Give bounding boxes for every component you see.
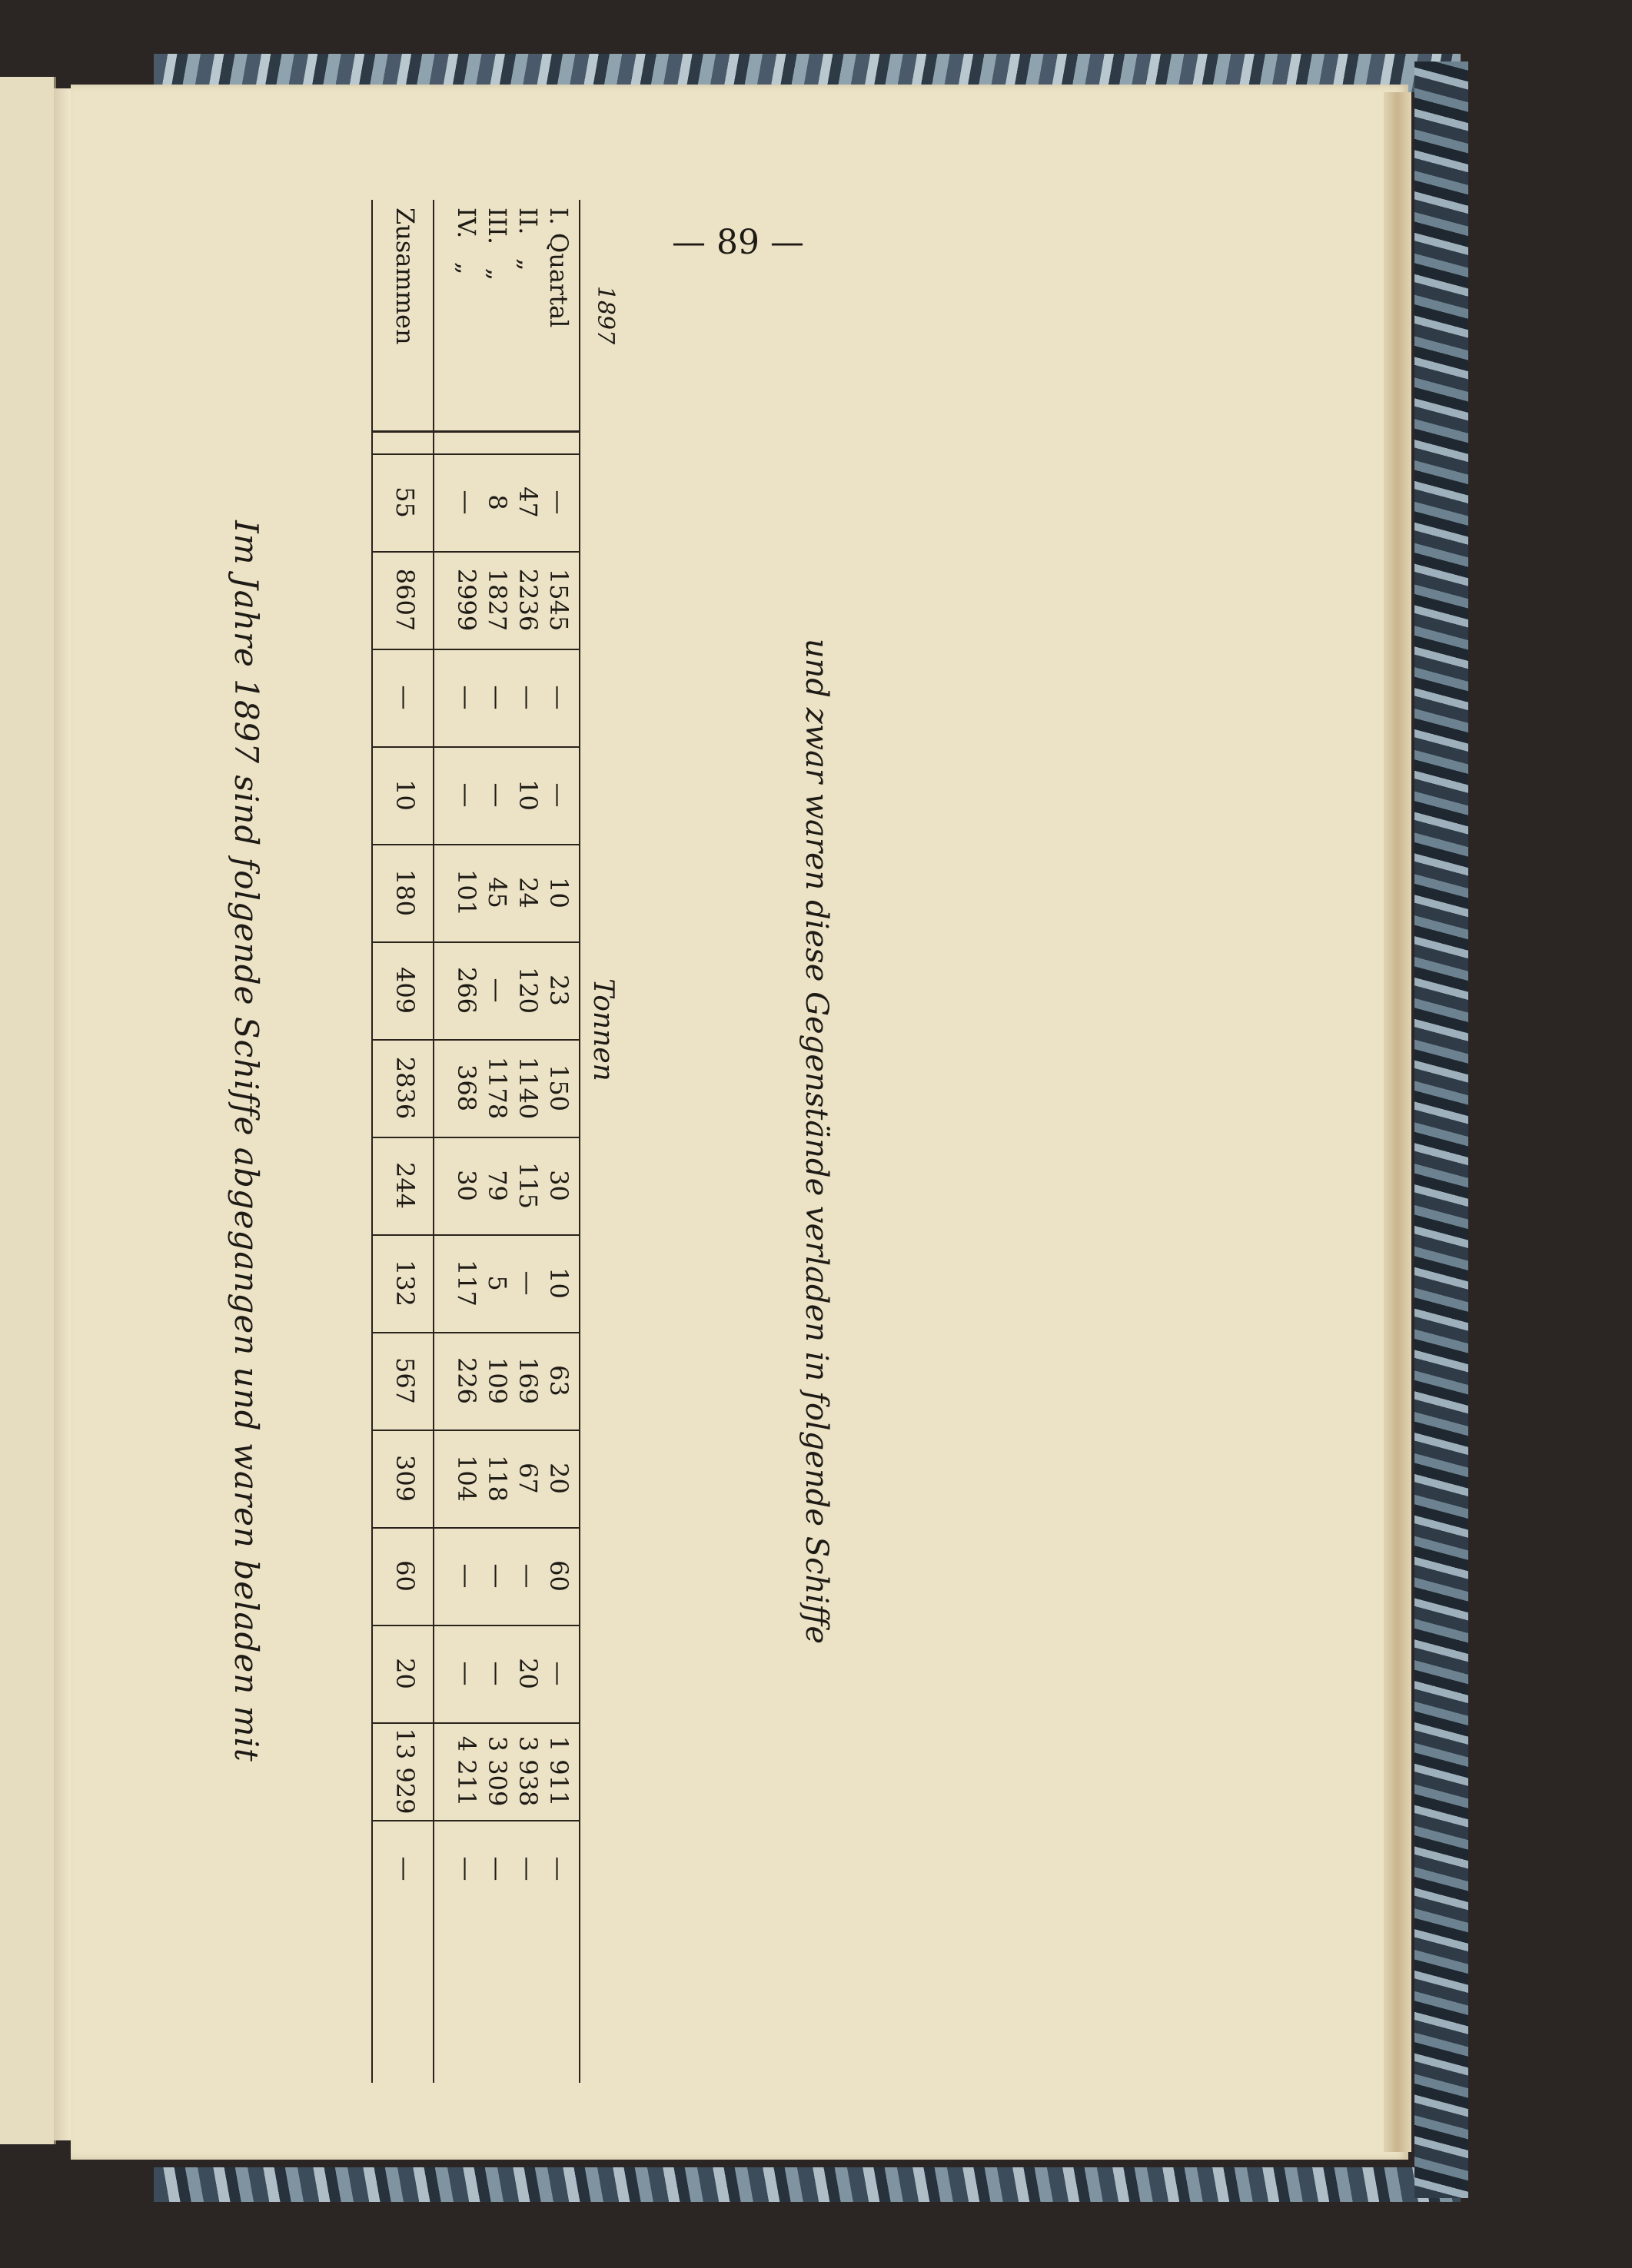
total-cell: 309 [391, 1454, 420, 1503]
total-cell: 244 [391, 1161, 420, 1210]
table-cell: — [483, 782, 512, 808]
table-cell: — [452, 782, 481, 808]
table-cell: 8 [483, 494, 512, 510]
table-cell: 150 [544, 1064, 573, 1112]
table-cell: — [544, 490, 573, 515]
rule [373, 1625, 580, 1626]
table-cell: — [452, 1661, 481, 1686]
table-cell: 79 [483, 1170, 512, 1201]
table-cell: 2999 [452, 568, 481, 632]
rule [373, 1332, 580, 1333]
rule [373, 1234, 580, 1236]
table-cell: 226 [452, 1356, 481, 1405]
table-cell: — [452, 1563, 481, 1589]
table-cell: — [514, 1270, 543, 1296]
table-cell: — [483, 685, 512, 710]
table-cell: 63 [544, 1365, 573, 1396]
table-cell: 23 [544, 975, 573, 1006]
total-cell: — [391, 1856, 420, 1881]
rule [373, 844, 580, 845]
table-cell: 1 911 [544, 1735, 573, 1807]
table-cell: 1178 [483, 1056, 512, 1120]
rule [373, 1722, 580, 1724]
table-cell: 115 [514, 1161, 543, 1210]
total-cell: 20 [391, 1658, 420, 1689]
table-cell: — [483, 978, 512, 1003]
table-cell: 104 [452, 1454, 481, 1503]
table-cell: 30 [544, 1170, 573, 1201]
table-cell: 3 309 [483, 1735, 512, 1807]
page-number: — 89 — [672, 223, 804, 262]
row-label: II. „ [514, 208, 543, 271]
rule [373, 551, 580, 553]
table-cell: 67 [514, 1463, 543, 1494]
table-cell: 30 [452, 1170, 481, 1201]
table-cell: 60 [544, 1560, 573, 1592]
table-cell: 4 211 [452, 1735, 481, 1807]
rule [373, 1430, 580, 1431]
table-cell: — [514, 685, 543, 710]
left-page-edge [0, 77, 56, 2144]
total-cell: 567 [391, 1356, 420, 1405]
table-cell: 10 [544, 877, 573, 908]
table-cell: 169 [514, 1356, 543, 1405]
table-cell: 20 [544, 1463, 573, 1494]
table-cell: 1545 [544, 568, 573, 632]
total-cell: 60 [391, 1560, 420, 1592]
marbled-edge-bottom [154, 2167, 1461, 2202]
table-cell: 368 [452, 1064, 481, 1112]
table-cell: 45 [483, 877, 512, 908]
table-cell: 1140 [514, 1056, 543, 1120]
table-cell: — [514, 1563, 543, 1589]
table-cell: 24 [514, 877, 543, 908]
total-cell: 10 [391, 779, 420, 811]
table-cell: — [483, 1661, 512, 1686]
total-cell: 13 929 [391, 1728, 420, 1815]
rule [373, 1527, 580, 1529]
table-cell: 1827 [483, 568, 512, 632]
rule [433, 200, 434, 2083]
rule [373, 746, 580, 748]
table-cell: — [544, 1661, 573, 1686]
rotated-table-content [219, 200, 1418, 2083]
row-label: III. „ [483, 208, 512, 281]
heading-ships: und zwar waren diese Gegenstände verladen in folgende Schiffe [799, 638, 834, 1645]
total-cell: 2836 [391, 1056, 420, 1120]
table-cell: — [483, 1856, 512, 1881]
total-cell: 8607 [391, 568, 420, 632]
total-cell: 55 [391, 486, 420, 518]
table-cell: 109 [483, 1356, 512, 1405]
total-cell: 132 [391, 1259, 420, 1307]
table-cell: — [452, 490, 481, 515]
marbled-edge-right [1414, 61, 1468, 2198]
table-cell: 101 [452, 868, 481, 917]
table-cell: — [544, 782, 573, 808]
rule [579, 200, 580, 2083]
rule [373, 941, 580, 943]
left-page-gutter [54, 88, 71, 2140]
table-cell: — [483, 1563, 512, 1589]
table-cell: 20 [514, 1658, 543, 1689]
table-cell: 118 [483, 1454, 512, 1503]
rule [373, 430, 580, 433]
table-cell: 47 [514, 486, 543, 518]
rule [373, 649, 580, 650]
table-cell: 5 [483, 1275, 512, 1291]
table-cell: — [544, 685, 573, 710]
rule [373, 1039, 580, 1041]
table-cell: 120 [514, 966, 543, 1014]
table-cell: — [544, 1856, 573, 1881]
table-cell: — [514, 1856, 543, 1881]
table-cell: 117 [452, 1259, 481, 1307]
table-cell: 10 [544, 1267, 573, 1299]
rule [373, 1137, 580, 1138]
year-label: 1897 [592, 285, 619, 345]
row-label: I. Quartal [544, 208, 573, 328]
table-cell: — [452, 685, 481, 710]
rule [371, 200, 373, 2083]
total-label: Zusammen [391, 208, 420, 345]
table-cell: 266 [452, 966, 481, 1014]
table-cell: 10 [514, 779, 543, 811]
total-cell: — [391, 685, 420, 710]
rule [373, 1820, 580, 1821]
unit-tonnen: Tonnen [587, 978, 619, 1081]
row-label: IV. „ [452, 208, 481, 275]
table-cell: 2236 [514, 568, 543, 632]
table-cell: — [452, 1856, 481, 1881]
total-cell: 409 [391, 966, 420, 1014]
table-cell: 3 938 [514, 1735, 543, 1807]
total-cell: 180 [391, 868, 420, 917]
rule [373, 453, 580, 455]
heading-departures: Im Jahre 1897 sind folgende Schiffe abgegangen und waren beladen mit [228, 520, 265, 1762]
